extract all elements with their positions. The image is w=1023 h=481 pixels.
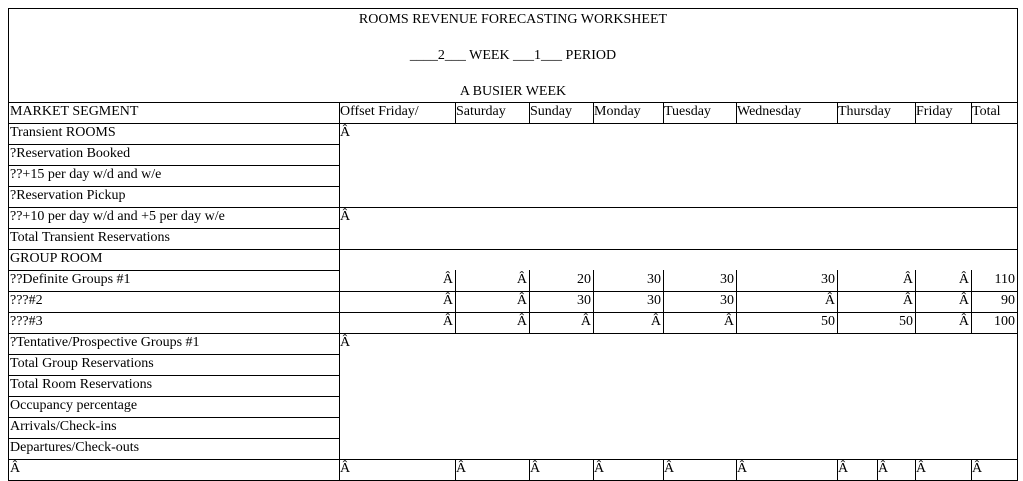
row-label: ??+10 per day w/d and +5 per day w/e: [10, 209, 225, 224]
row-label: ??+15 per day w/d and w/e: [10, 167, 162, 182]
row-label: Arrivals/Check-ins: [10, 419, 117, 434]
footer-cell: Â: [664, 461, 675, 476]
row-label: ?Reservation Pickup: [10, 188, 126, 203]
worksheet: [8, 8, 1018, 481]
row-label: ??Definite Groups #1: [10, 272, 131, 287]
row-value: 30: [821, 272, 835, 287]
row-value: Â: [516, 293, 527, 308]
row-value: Â: [958, 314, 969, 329]
column-header: Total: [972, 104, 1001, 119]
footer-cell: Â: [340, 461, 351, 476]
row-label: ?Tentative/Prospective Groups #1: [10, 335, 200, 350]
row-value: 90: [1001, 293, 1015, 308]
row-value: Â: [580, 314, 591, 329]
row-value: Â: [442, 272, 453, 287]
row-value: Â: [958, 293, 969, 308]
row-label: Total Transient Reservations: [10, 230, 171, 245]
row-label: ???#3: [10, 314, 43, 329]
week-period-line: ____2___ WEEK ___1___ PERIOD: [409, 48, 617, 63]
row-label: ?Reservation Booked: [10, 146, 131, 161]
row-value: Â: [902, 272, 913, 287]
row-label: Occupancy percentage: [10, 398, 138, 413]
column-header: Monday: [594, 104, 641, 119]
row-value: 30: [720, 293, 734, 308]
row-value: 50: [899, 314, 913, 329]
row-value: Â: [516, 314, 527, 329]
row-value: 100: [994, 314, 1015, 329]
row-value: Â: [902, 293, 913, 308]
row-value: Â: [723, 314, 734, 329]
row-value: 110: [994, 272, 1015, 287]
column-header: Friday: [916, 104, 953, 119]
worksheet-subtitle: A BUSIER WEEK: [459, 84, 567, 99]
row-label: Departures/Check-outs: [10, 440, 140, 455]
row-value: Â: [824, 293, 835, 308]
row-marker: Â: [340, 209, 351, 224]
row-label: Transient ROOMS: [10, 125, 116, 140]
column-header: Sunday: [530, 104, 572, 119]
footer-cell: Â: [594, 461, 605, 476]
column-header: Offset Friday/: [340, 104, 419, 119]
column-header: MARKET SEGMENT: [10, 104, 139, 119]
column-header: Thursday: [838, 104, 891, 119]
footer-cell: Â: [530, 461, 541, 476]
row-value: Â: [442, 293, 453, 308]
row-label: Total Group Reservations: [10, 356, 154, 371]
footer-cell: Â: [737, 461, 748, 476]
footer-cell: Â: [878, 461, 889, 476]
footer-cell: Â: [838, 461, 849, 476]
row-marker: Â: [340, 335, 351, 350]
row-value: Â: [650, 314, 661, 329]
worksheet-title: ROOMS REVENUE FORECASTING WORKSHEET: [358, 12, 668, 27]
row-label: GROUP ROOM: [10, 251, 103, 266]
row-label: ???#2: [10, 293, 43, 308]
row-value: 20: [577, 272, 591, 287]
row-value: 30: [647, 293, 661, 308]
row-marker: Â: [340, 125, 351, 140]
row-value: 30: [577, 293, 591, 308]
column-header: Saturday: [456, 104, 506, 119]
column-header: Wednesday: [737, 104, 802, 119]
row-label: Total Room Reservations: [10, 377, 153, 392]
footer-cell: Â: [456, 461, 467, 476]
row-value: 30: [647, 272, 661, 287]
row-value: 30: [720, 272, 734, 287]
row-value: Â: [958, 272, 969, 287]
footer-cell: Â: [972, 461, 983, 476]
column-header: Tuesday: [664, 104, 711, 119]
row-value: 50: [821, 314, 835, 329]
footer-cell: Â: [916, 461, 927, 476]
footer-cell: Â: [10, 461, 21, 476]
row-value: Â: [516, 272, 527, 287]
row-value: Â: [442, 314, 453, 329]
